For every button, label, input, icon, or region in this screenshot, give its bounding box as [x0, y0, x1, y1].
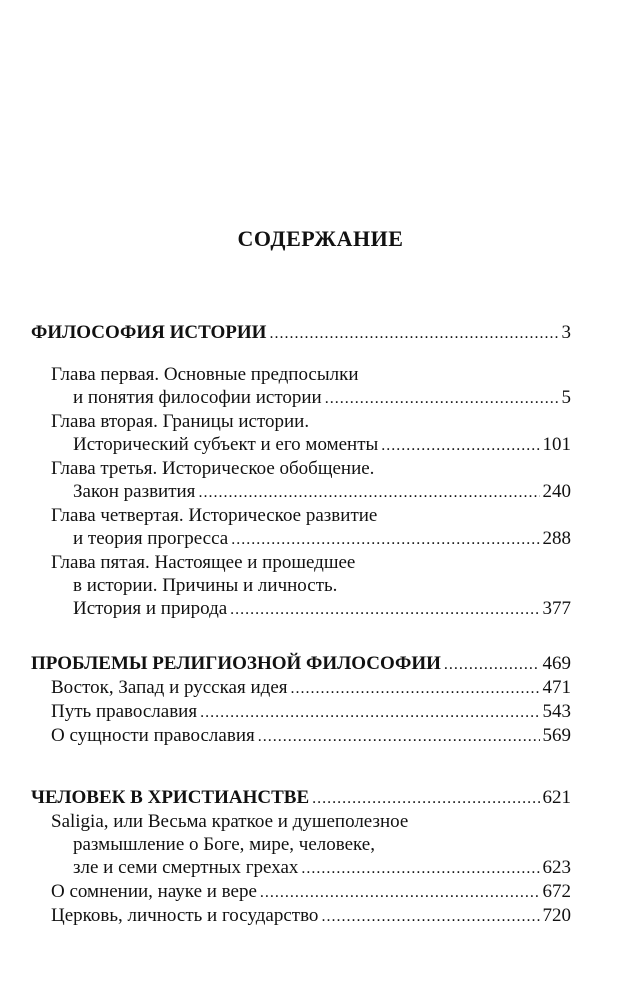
toc-section-heading — [31, 652, 571, 676]
entry-last-line — [31, 597, 571, 621]
entry-last-line — [31, 433, 571, 457]
entry-text: и понятия философии истории — [73, 387, 322, 408]
entry-line: Глава первая. Основные предпосылки — [51, 364, 359, 385]
entry-text: Восток, Запад и русская идея — [51, 677, 288, 698]
toc-entry — [31, 410, 571, 457]
entry-last-line — [31, 480, 571, 504]
entry-text: О сущности православия — [51, 725, 255, 746]
section-heading-text: ЧЕЛОВЕК В ХРИСТИАНСТВЕ — [31, 787, 310, 808]
page-number: 101 — [542, 434, 571, 455]
page-number: 569 — [542, 725, 571, 746]
dot-leader — [269, 322, 558, 345]
page-number: 672 — [542, 881, 571, 902]
dot-leader — [258, 725, 540, 748]
dot-leader — [260, 881, 540, 904]
entry-text: Путь православия — [51, 701, 198, 722]
toc-entry — [31, 363, 571, 410]
entry-last-line — [31, 386, 571, 410]
page-number: 288 — [542, 528, 571, 549]
page-number: 543 — [542, 701, 571, 722]
page-number: 377 — [542, 598, 571, 619]
page-number: 621 — [542, 787, 571, 808]
page-title: СОДЕРЖАНИЕ — [237, 226, 404, 251]
page-number: 623 — [542, 857, 571, 878]
toc-entry — [31, 880, 571, 904]
entry-line: размышление о Боге, мире, человеке, — [73, 834, 375, 855]
entry-line: Глава третья. Историческое обобщение. — [51, 458, 375, 479]
entry-line: Saligia, или Весьма краткое и душеполезное — [51, 811, 409, 832]
entry-line: Глава четвертая. Историческое развитие — [51, 505, 378, 526]
page-number: 3 — [561, 322, 571, 343]
entry-last-line — [31, 527, 571, 551]
page-number: 471 — [542, 677, 571, 698]
entry-line: Глава вторая. Границы истории. — [51, 411, 310, 432]
section-heading-text: ФИЛОСОФИЯ ИСТОРИИ — [31, 322, 267, 343]
toc-entry — [31, 700, 571, 724]
entry-text: Исторический субъект и его моменты — [73, 434, 379, 455]
toc-section-heading — [31, 321, 571, 345]
entry-text: и теория прогресса — [73, 528, 229, 549]
entry-last-line — [31, 856, 571, 880]
page-number: 469 — [542, 653, 571, 674]
entry-text: Закон развития — [73, 481, 196, 502]
dot-leader — [301, 857, 539, 880]
entry-text: О сомнении, науке и вере — [51, 881, 257, 902]
dot-leader — [200, 701, 539, 724]
section-heading-text: ПРОБЛЕМЫ РЕЛИГИОЗНОЙ ФИЛОСОФИИ — [31, 653, 441, 674]
toc-section-philosophy-of-history — [31, 321, 571, 621]
dot-leader — [381, 434, 539, 457]
toc-section-man-in-christianity — [31, 786, 571, 928]
toc-entry — [31, 904, 571, 928]
toc-section-religious-philosophy — [31, 652, 571, 748]
toc-entry — [31, 676, 571, 700]
dot-leader — [231, 528, 539, 551]
dot-leader — [312, 787, 539, 810]
dot-leader — [325, 387, 559, 410]
entry-text: зле и семи смертных грехах — [73, 857, 299, 878]
page-number: 720 — [542, 905, 571, 926]
entry-text: Церковь, личность и государство — [51, 905, 319, 926]
page-number: 5 — [561, 387, 571, 408]
dot-leader — [230, 598, 539, 621]
toc-entry — [31, 810, 571, 880]
dot-leader — [444, 653, 540, 676]
page-number: 240 — [542, 481, 571, 502]
dot-leader — [321, 905, 539, 928]
dot-leader — [291, 677, 540, 700]
entry-line: в истории. Причины и личность. — [73, 575, 338, 596]
toc-section-heading — [31, 786, 571, 810]
toc-entry — [31, 457, 571, 504]
entry-text: История и природа — [73, 598, 228, 619]
toc-entry — [31, 504, 571, 551]
toc-entry — [31, 724, 571, 748]
toc-entry — [31, 551, 571, 621]
dot-leader — [198, 481, 539, 504]
entry-line: Глава пятая. Настоящее и прошедшее — [51, 552, 356, 573]
